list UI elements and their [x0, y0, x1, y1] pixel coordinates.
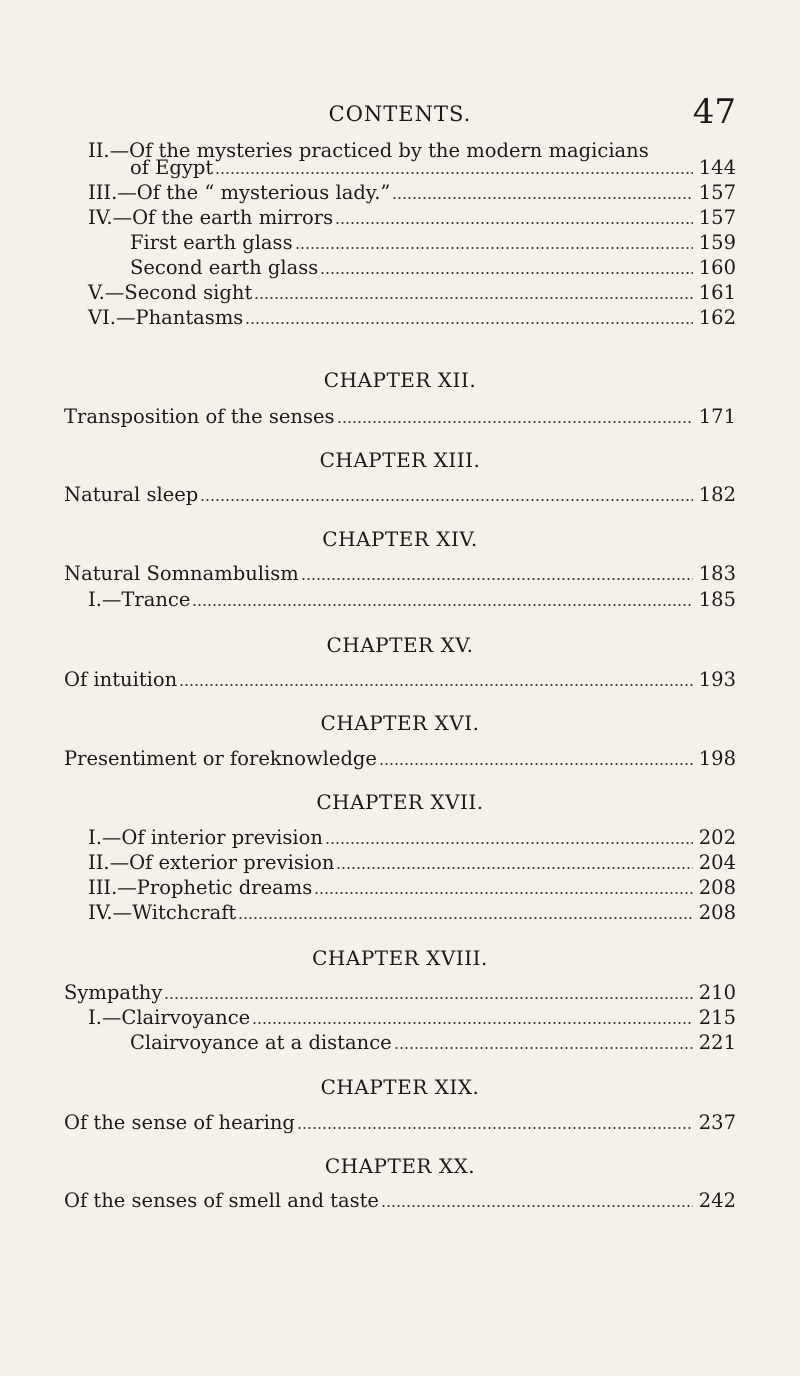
entry-page: 221 [698, 1031, 736, 1054]
entry-label: Natural Somnambulism [64, 562, 299, 585]
chapter-heading: CHAPTER XX. [324, 1154, 476, 1178]
entry-page: 208 [698, 876, 736, 899]
entry-page: 208 [698, 901, 736, 924]
toc-entry [88, 303, 736, 329]
entry-label: IV.—Of the earth mirrors [88, 206, 334, 229]
dot-leader [164, 996, 692, 1000]
entry-label: Transposition of the senses [64, 405, 335, 428]
dot-leader [337, 420, 693, 424]
entry-label: II.—Of exterior prevision [88, 851, 335, 874]
dot-leader [295, 246, 693, 250]
running-title: CONTENTS. [328, 102, 472, 126]
toc-entry [130, 1028, 736, 1054]
chapter-heading: CHAPTER XII. [323, 368, 477, 392]
dot-leader [301, 577, 693, 581]
entry-page: 215 [698, 1006, 736, 1029]
dot-leader [381, 1204, 693, 1208]
entry-label: Of the sense of hearing [64, 1111, 295, 1134]
entry-page: 159 [698, 231, 736, 254]
toc-entry [88, 823, 736, 849]
entry-label: VI.—Phantasms [88, 306, 244, 329]
toc-entry [64, 1186, 736, 1212]
entry-label: V.—Second sight [88, 281, 253, 304]
dot-leader [379, 762, 693, 766]
chapter-heading: CHAPTER XIII. [319, 448, 481, 472]
entry-label: of Egypt [130, 156, 214, 179]
dot-leader [394, 1046, 693, 1050]
chapter-heading: CHAPTER XVI. [320, 711, 480, 735]
entry-label: II.—Of the mysteries practiced by the modern magicians [88, 139, 649, 162]
entry-label: IV.—Witchcraft [88, 901, 237, 924]
entry-label: Of the senses of smell and taste [64, 1189, 379, 1212]
entry-label: First earth glass [130, 231, 293, 254]
toc-entry [130, 153, 736, 179]
dot-leader [192, 603, 692, 607]
entry-label: Second earth glass [130, 256, 319, 279]
entry-page: 210 [698, 981, 736, 1004]
toc-entry [88, 898, 736, 924]
chapter-heading: CHAPTER XVII. [316, 790, 484, 814]
dot-leader [336, 866, 692, 870]
entry-page: 204 [698, 851, 736, 874]
toc-entry [64, 402, 736, 428]
entry-page: 144 [698, 156, 736, 179]
toc-entry [130, 228, 736, 254]
entry-label: Clairvoyance at a distance [130, 1031, 392, 1054]
dot-leader [179, 683, 693, 687]
entry-page: 157 [698, 206, 736, 229]
dot-leader [200, 498, 692, 502]
toc-entry [88, 278, 736, 304]
toc-entry [64, 665, 736, 691]
chapter-heading: CHAPTER XIV. [322, 527, 478, 551]
dot-leader [245, 321, 692, 325]
entry-page: 162 [698, 306, 736, 329]
entry-page: 171 [698, 405, 736, 428]
entry-page: 183 [698, 562, 736, 585]
toc-entry [64, 480, 736, 506]
entry-page: 193 [698, 668, 736, 691]
page-number: 47 [692, 92, 736, 132]
entry-label: I.—Trance [88, 588, 191, 611]
dot-leader [238, 916, 693, 920]
dot-leader [325, 841, 693, 845]
dot-leader [252, 1021, 693, 1025]
chapter-heading: CHAPTER XV. [326, 633, 474, 657]
toc-entry [64, 744, 736, 770]
entry-label: Presentiment or foreknowledge [64, 747, 377, 770]
toc-entry [88, 585, 736, 611]
entry-label: Natural sleep [64, 483, 199, 506]
entry-label: III.—Of the “ mysterious lady.” [88, 181, 391, 204]
dot-leader [335, 221, 693, 225]
dot-leader [297, 1126, 693, 1130]
toc-entry [64, 978, 736, 1004]
dot-leader [314, 891, 693, 895]
entry-label: Sympathy [64, 981, 163, 1004]
entry-label: I.—Clairvoyance [88, 1006, 251, 1029]
dot-leader [215, 171, 693, 175]
toc-entry [64, 559, 736, 585]
entry-label: I.—Of interior prevision [88, 826, 323, 849]
toc-entry [88, 873, 736, 899]
entry-page: 202 [698, 826, 736, 849]
entry-page: 160 [698, 256, 736, 279]
toc-entry [88, 178, 736, 204]
toc-entry [130, 253, 736, 279]
entry-label: III.—Prophetic dreams [88, 876, 313, 899]
entry-page: 182 [698, 483, 736, 506]
entry-page: 157 [698, 181, 736, 204]
chapter-heading: CHAPTER XVIII. [312, 946, 488, 970]
dot-leader [392, 196, 692, 200]
dot-leader [254, 296, 692, 300]
entry-page: 237 [698, 1111, 736, 1134]
entry-label: Of intuition [64, 668, 178, 691]
running-head [0, 94, 800, 134]
entry-page: 242 [698, 1189, 736, 1212]
toc-entry [88, 848, 736, 874]
toc-entry [88, 203, 736, 229]
toc-entry [64, 1108, 736, 1134]
chapter-heading: CHAPTER XIX. [320, 1075, 480, 1099]
entry-page: 198 [698, 747, 736, 770]
toc-entry [88, 1003, 736, 1029]
entry-page: 161 [698, 281, 736, 304]
dot-leader [320, 271, 693, 275]
entry-page: 185 [698, 588, 736, 611]
